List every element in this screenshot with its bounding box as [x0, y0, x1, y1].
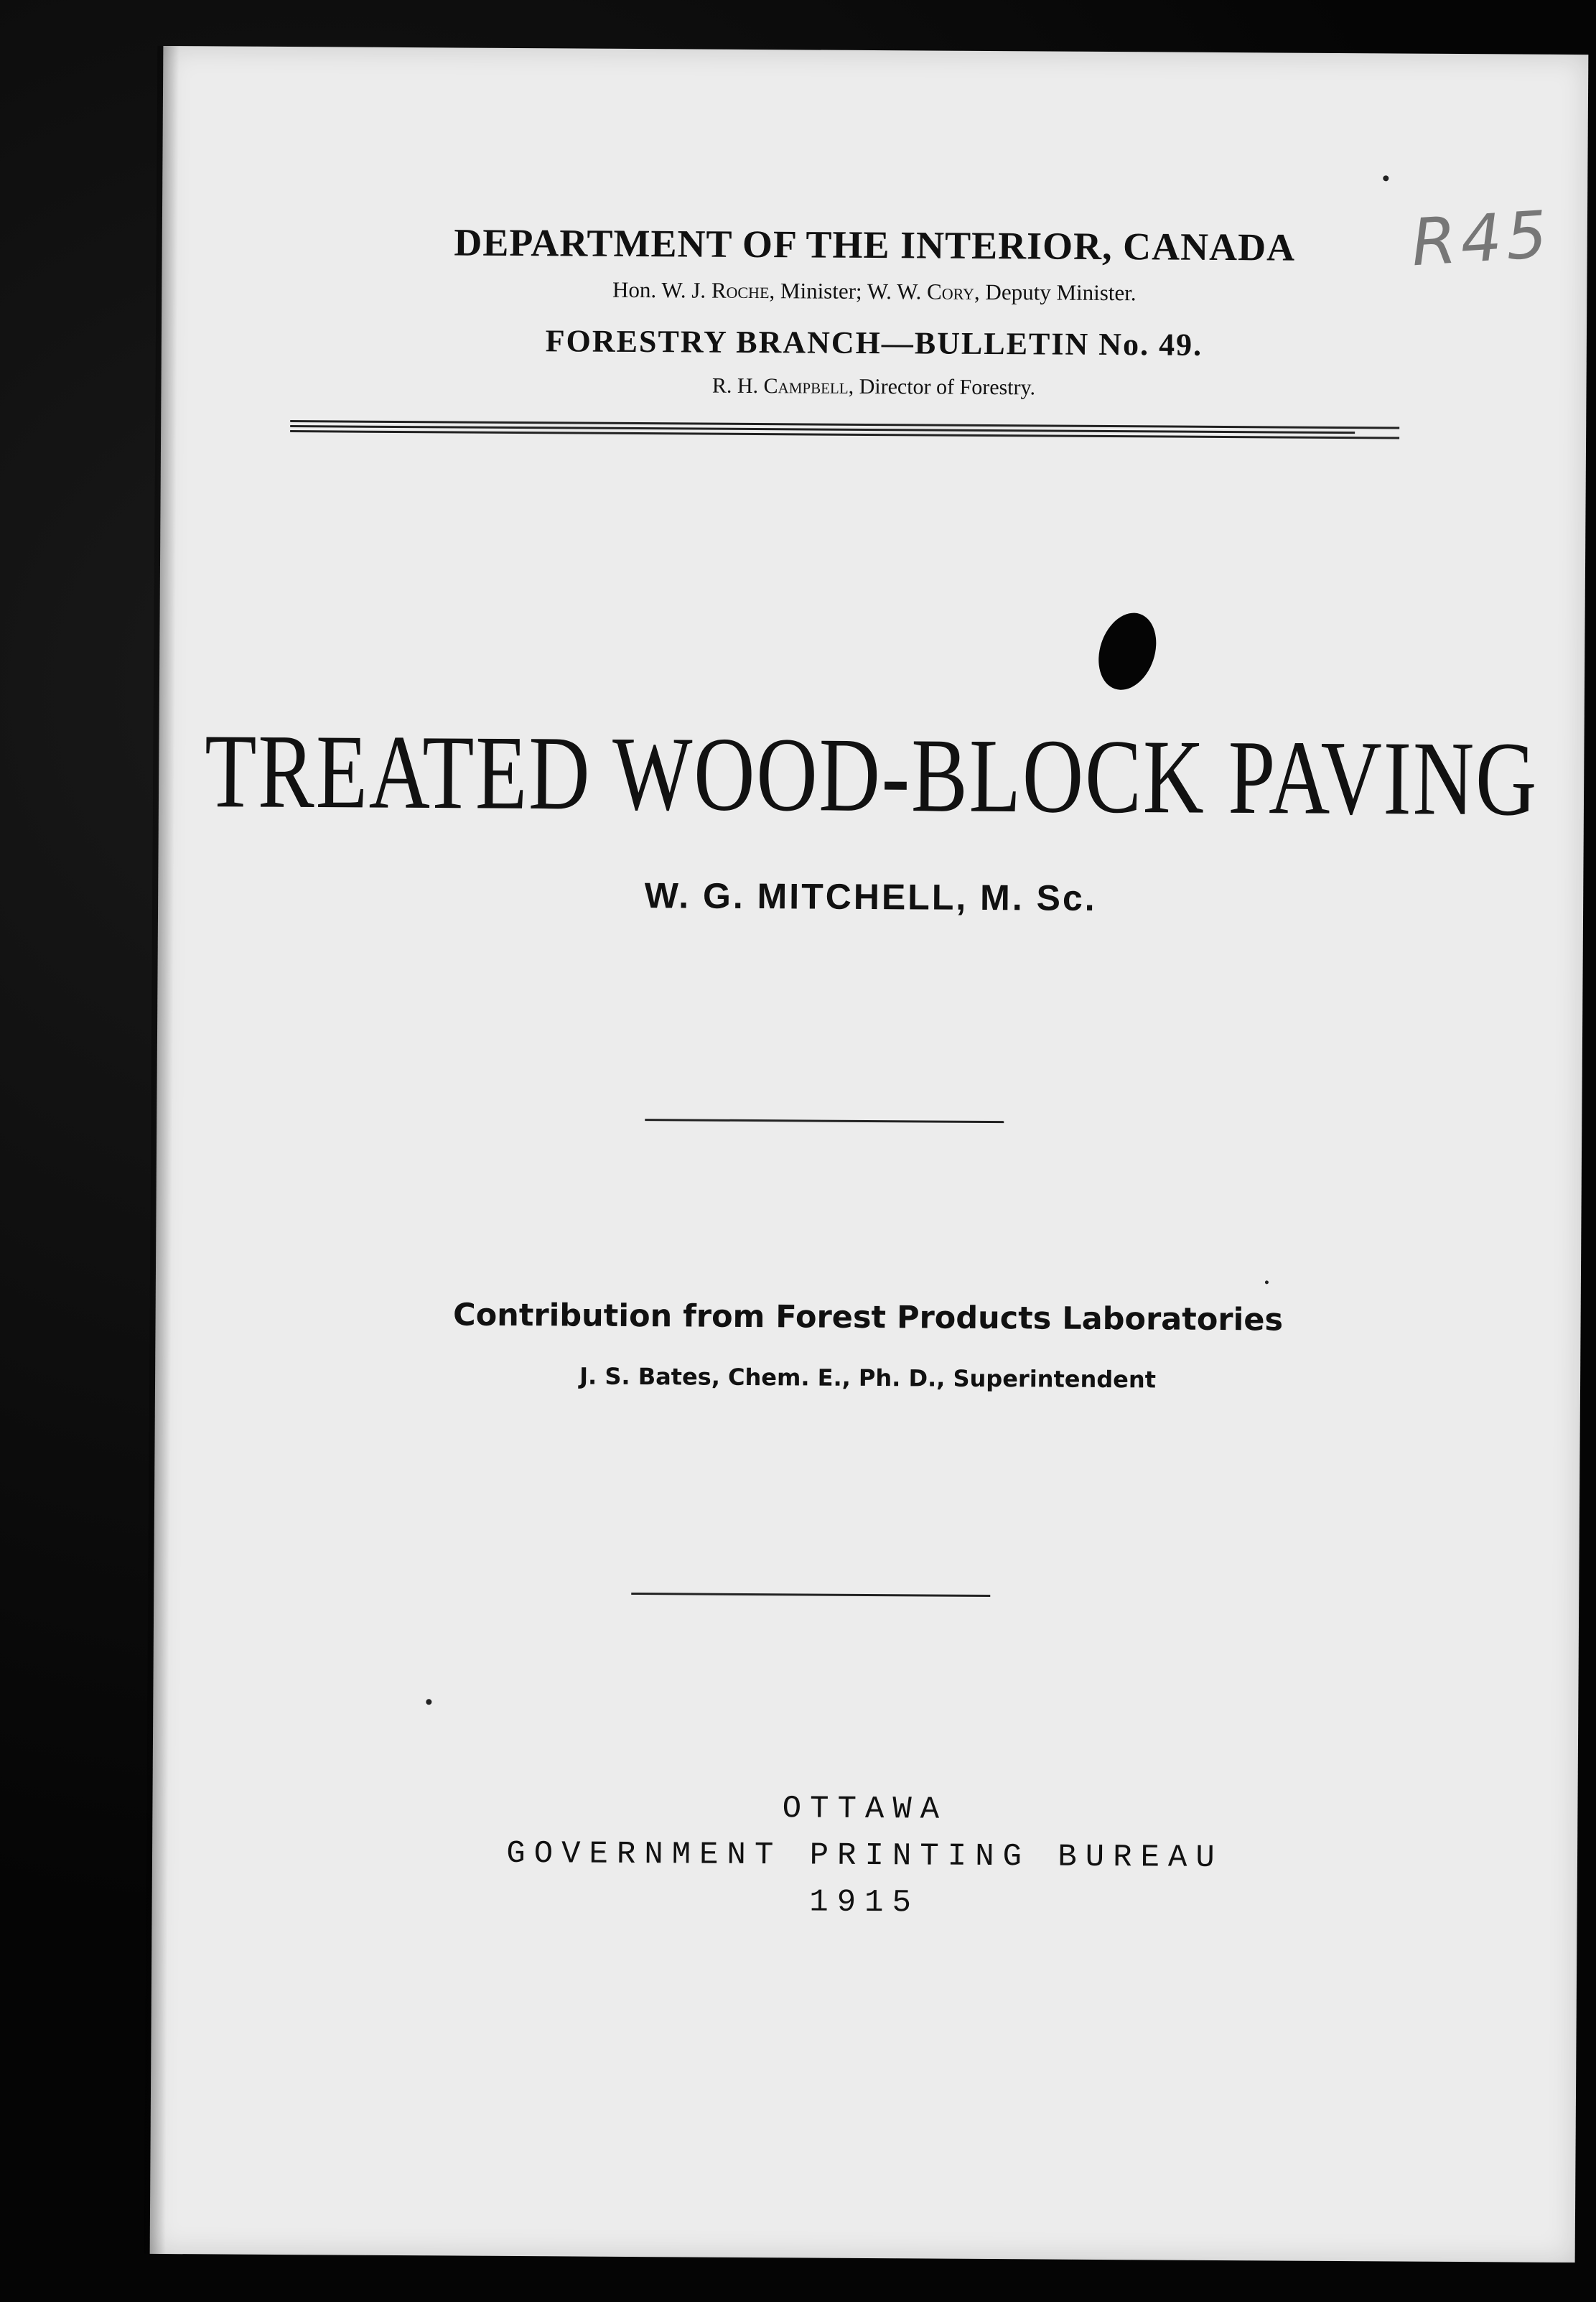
- minister-name: Roche: [711, 277, 770, 304]
- header-double-rule: [290, 420, 1399, 438]
- ink-speck: [426, 1699, 431, 1705]
- contribution-line: Contribution from Forest Products Laboratories: [452, 1297, 1284, 1338]
- ink-speck: [1383, 175, 1389, 181]
- minister-suffix: , Minister; W. W.: [769, 278, 928, 304]
- ink-blot: [1089, 605, 1166, 697]
- ink-speck: [1265, 1280, 1269, 1284]
- director-prefix: R. H.: [711, 373, 764, 399]
- bulletin-heading: FORESTRY BRANCH—BULLETIN No. 49.: [545, 323, 1203, 363]
- director-suffix: , Director of Forestry.: [848, 374, 1036, 400]
- imprint-publisher: GOVERNMENT PRINTING BUREAU: [506, 1835, 1223, 1877]
- divider-rule: [645, 1119, 1004, 1123]
- director-name: Campbell: [763, 374, 849, 399]
- divider-rule: [631, 1593, 990, 1597]
- department-heading: DEPARTMENT OF THE INTERIOR, CANADA: [454, 220, 1296, 269]
- imprint-year: 1915: [809, 1884, 920, 1921]
- imprint-city: OTTAWA: [782, 1791, 948, 1828]
- document-page: [150, 46, 1589, 2263]
- superintendent-line: J. S. Bates, Chem. E., Ph. D., Superintendent: [579, 1362, 1157, 1394]
- director-line: [161, 371, 1586, 404]
- ministers-line: [162, 274, 1587, 309]
- handwritten-annotation: R45: [1409, 197, 1554, 281]
- document-title: TREATED WOOD-BLOCK PAVING: [204, 712, 1539, 838]
- minister-prefix: Hon. W. J.: [612, 276, 711, 303]
- deputy-name: Cory: [926, 279, 975, 304]
- deputy-suffix: , Deputy Minister.: [974, 279, 1137, 306]
- author-name: W. G. MITCHELL, M. Sc.: [644, 875, 1097, 918]
